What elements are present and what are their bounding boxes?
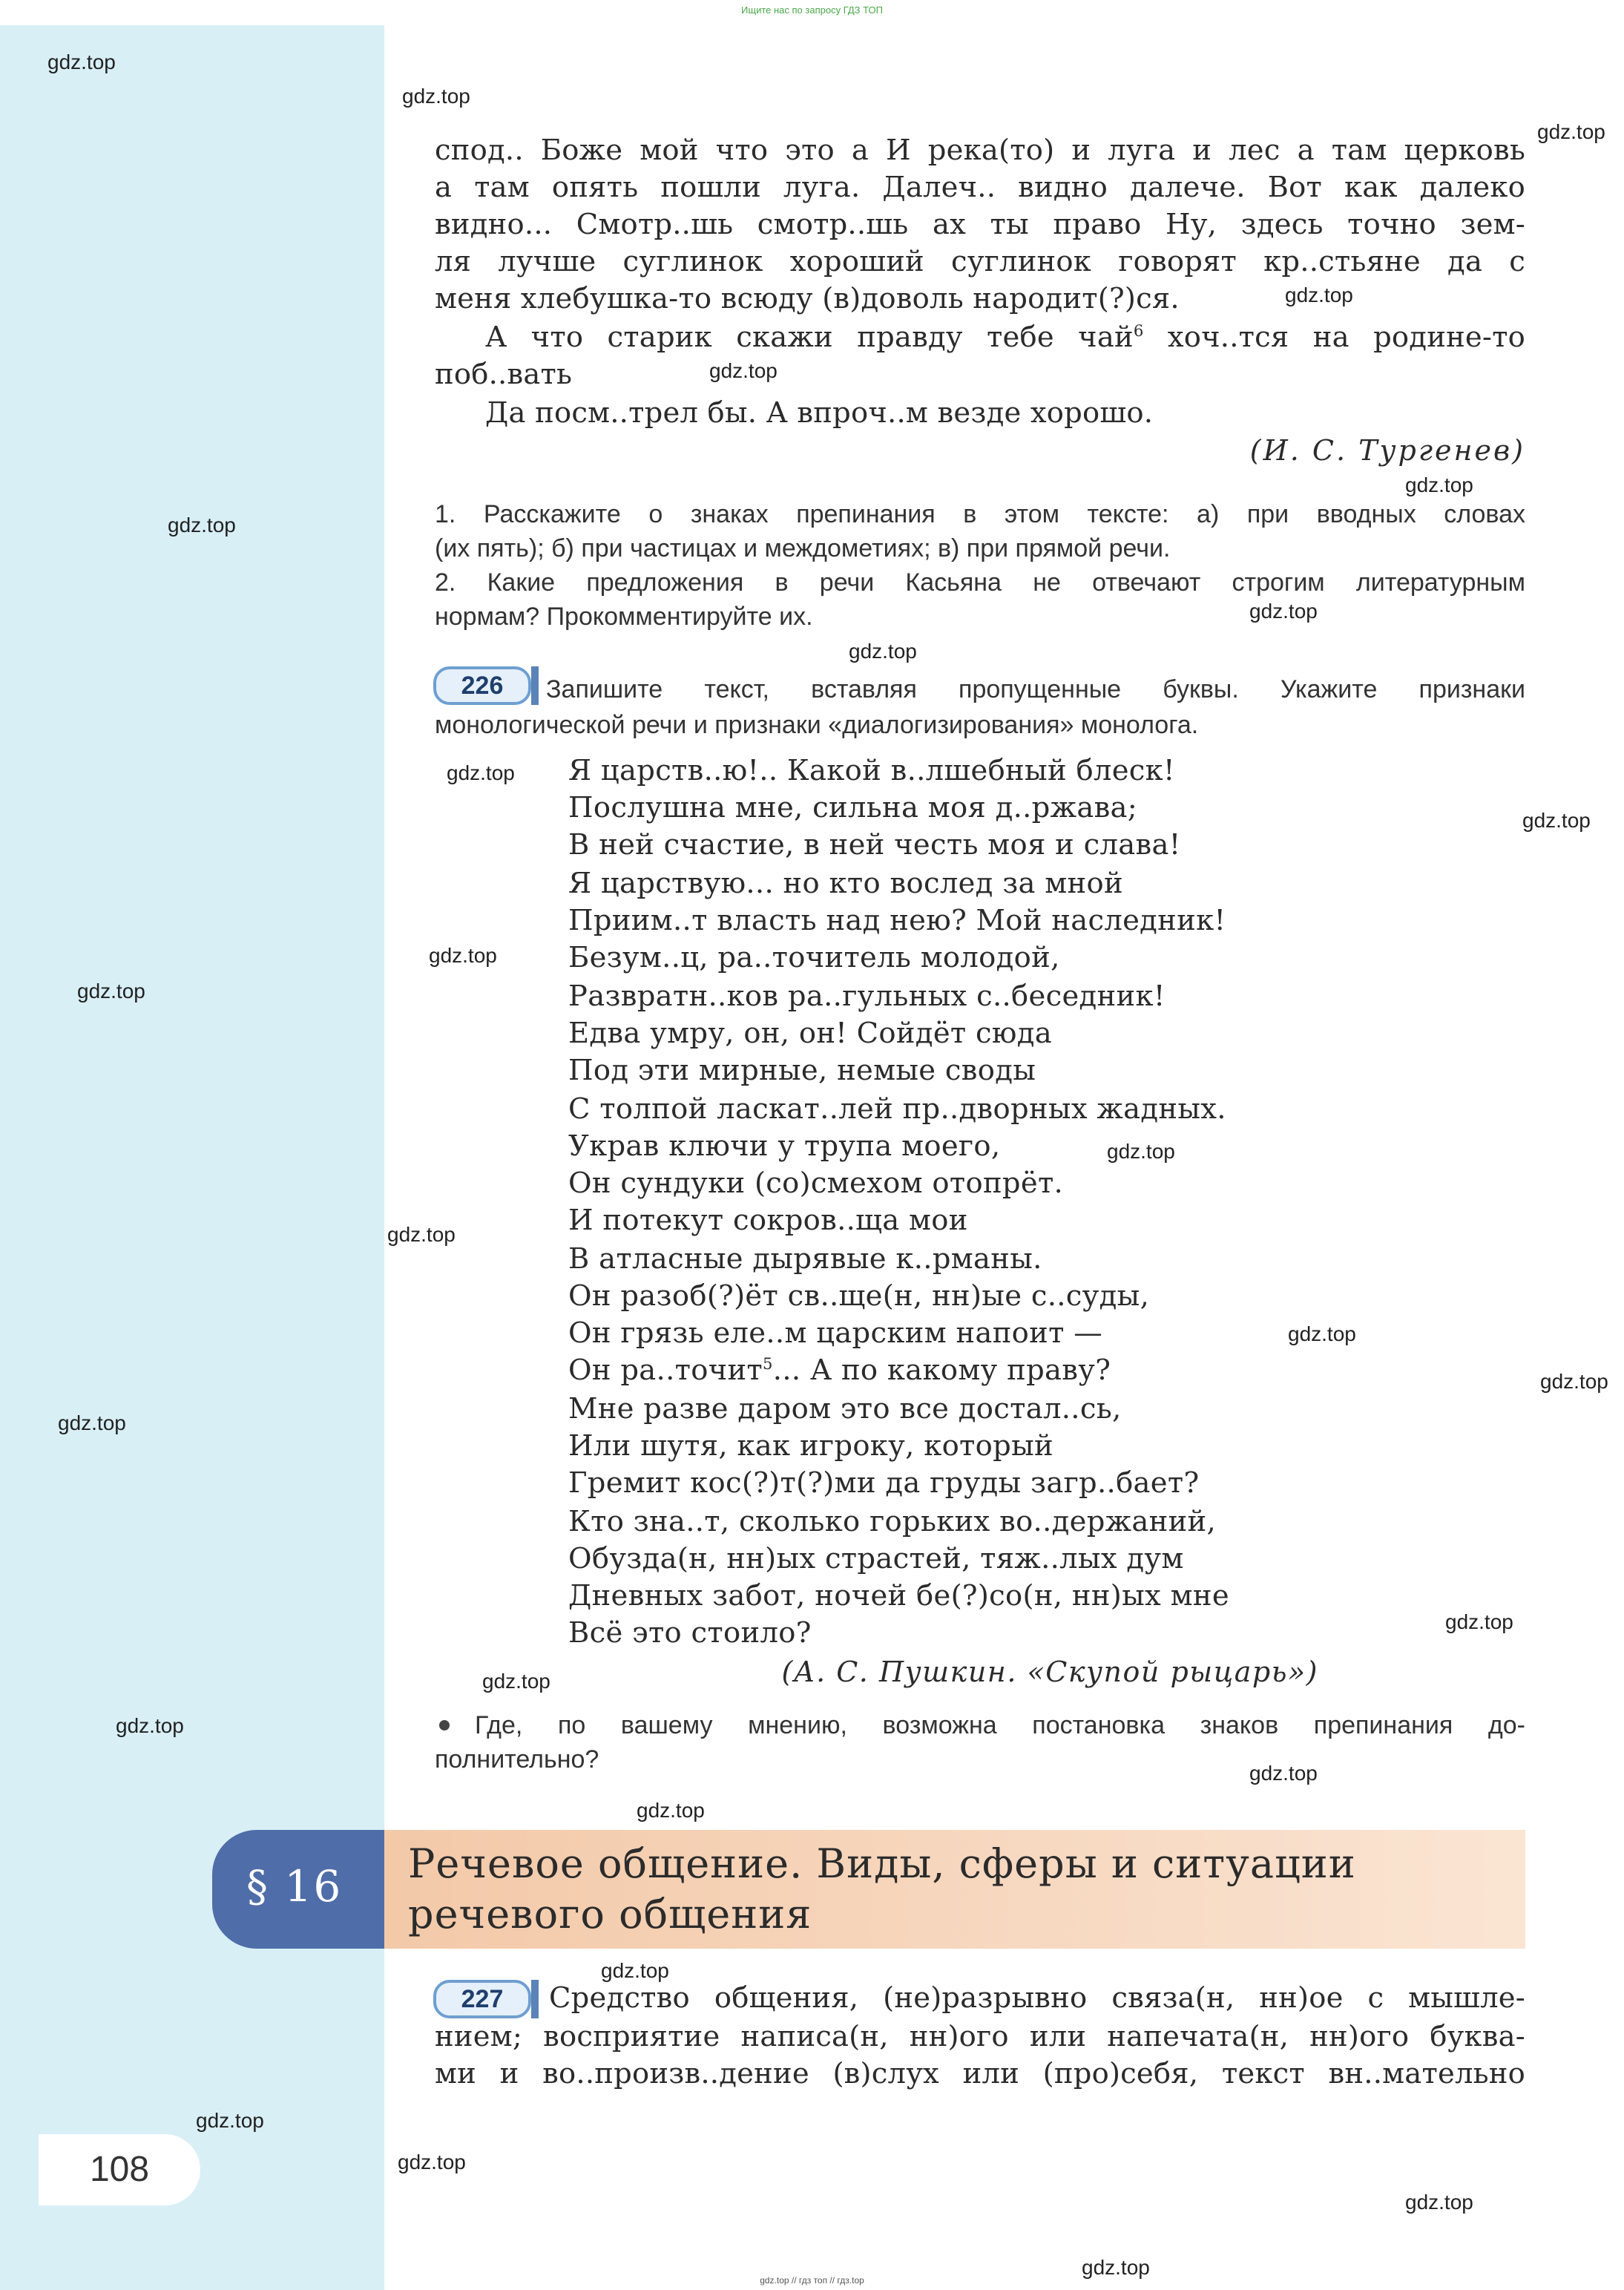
watermark: gdz.top [77,980,145,1003]
question-line: 1. Расскажите о знаках препинания в этом тексте: а) при вводных словах [435,500,1525,528]
question-line: нормам? Прокомментируйте их. [435,603,813,631]
exercise-task: Запишите текст, вставляя пропущенные буквы. Укажите признаки [546,675,1525,703]
poem-line: Кто зна..т, сколько горьких во..держаний, [568,1505,1217,1538]
text-line: поб..вать [435,358,573,391]
watermark: gdz.top [1107,1140,1175,1163]
poem-line: Дневных забот, ночей бе(?)со(н, нн)ых мне [568,1579,1229,1612]
poem-line: Едва умру, он, он! Сойдёт сюда [568,1017,1052,1050]
watermark: gdz.top [1405,473,1473,496]
poem-line: Послушна мне, сильна моя д..ржава; [568,791,1138,824]
exercise-number-badge: 227 [433,1980,531,2018]
watermark: gdz.top [1249,1762,1318,1785]
poem-line: Он грязь еле..м царским напоит — [568,1316,1103,1350]
poem-line: В атласные дырявые к..рманы. [568,1242,1042,1276]
watermark: gdz.top [429,944,497,967]
poem-line: Гремит кос(?)т(?)ми да груды загр..бает? [568,1466,1200,1500]
poem-line: Украв ключи у трупа моего, [568,1129,1001,1163]
watermark: gdz.top [1405,2191,1473,2214]
bullet-question: полнительно? [435,1745,599,1774]
watermark: gdz.top [402,85,470,108]
bullet-icon [439,1720,450,1730]
watermark: gdz.top [58,1411,126,1434]
watermark: gdz.top [709,359,778,382]
watermark: gdz.top [398,2150,466,2173]
watermark: gdz.top [387,1223,456,1246]
text-line: ля лучше суглинок хороший суглинок говорят кр..стьяне да с [435,245,1525,278]
exercise-number-badge: 226 [433,666,531,705]
footer-note: gdz.top // гдз топ // гдз.top [760,2275,864,2286]
poem-line: В ней счастие, в ней честь моя и слава! [568,828,1181,862]
section-number-tab [212,1830,384,1949]
footnote-marker: 6 [1133,321,1144,341]
exercise-text: нием; восприятие написа(н, нн)ого или напечата(н, нн)ого буква- [435,2020,1525,2053]
poem-line: Я царств..ю!.. Какой в..лшебный блеск! [568,754,1175,787]
poem-line: Я царствую... но кто вослед за мной [568,867,1123,900]
bullet-question: Где, по вашему мнению, возможна постановка знаков препинания до- [475,1711,1525,1739]
poem-line: Развратн..ков ра..гульных с..беседник! [568,980,1166,1013]
poem-line: Он сундуки (со)смехом отопрёт. [568,1167,1064,1200]
watermark: gdz.top [1288,1322,1356,1345]
watermark: gdz.top [1445,1610,1513,1633]
header-note: Ищите нас по запросу ГДЗ ТОП [741,4,883,16]
watermark: gdz.top [601,1959,669,1982]
watermark: gdz.top [1540,1370,1608,1393]
page-number: 108 [39,2134,200,2205]
section-title: Речевое общение. Виды, сферы и ситуации [408,1840,1356,1887]
section-number: § 16 [246,1861,343,1912]
question-line: 2. Какие предложения в речи Касьяна не отвечают строгим литературным [435,568,1525,597]
watermark: gdz.top [1537,120,1605,143]
text-line: спод.. Боже мой что это а И река(то) и луга и лес а там церковь [435,134,1525,167]
exercise-text: Средство общения, (не)разрывно связа(н, нн)ое с мышле- [549,1981,1525,2015]
text-line: Да посм..трел бы. А впроч..м везде хорошо. [485,396,1154,430]
exercise-task: монологической речи и признаки «диалогизирования» монолога. [435,711,1199,739]
poem-line: Под эти мирные, немые своды [568,1054,1036,1087]
text-line: а там опять пошли луга. Далеч.. видно далече. Вот как далеко [435,171,1525,204]
text-line: видно... Смотр..шь смотр..шь ах ты право Ну, здесь точно зем- [435,208,1525,241]
question-line: (их пять); б) при частицах и междометиях; в) при прямой речи. [435,534,1171,562]
poem-line: Приим..т власть над нею? Мой наследник! [568,904,1226,937]
section-title: речевого общения [408,1891,812,1938]
watermark: gdz.top [849,640,917,663]
watermark: gdz.top [1249,600,1318,623]
watermark: gdz.top [1082,2256,1150,2279]
poem-line: Обузда(н, нн)ых страстей, тяж..лых дум [568,1542,1184,1575]
watermark: gdz.top [1522,809,1591,832]
watermark: gdz.top [637,1799,705,1822]
watermark: gdz.top [482,1670,550,1693]
poem-line: Мне разве даром это все достал..сь, [568,1392,1122,1425]
text-line: меня хлебушка-то всюду (в)доволь народит(?)ся. [435,282,1180,315]
poem-line: Он разоб(?)ёт св..ще(н, нн)ые с..суды, [568,1279,1150,1313]
poem-line: Он ра..точит$^5$... А по какому праву? [568,1354,1111,1387]
footnote-marker: 5 [763,1354,773,1374]
page-margin-sidebar [0,25,384,2290]
poem-line: И потекут сокров..ща мои [568,1204,968,1237]
text-line: А что старик скажи правду тебе чай$^6$ хоч..тся на родине-то [485,321,1525,354]
watermark: gdz.top [196,2109,264,2132]
poem-line: Всё это стоило? [568,1616,812,1650]
exercise-text: ми и во..произв..дение (в)слух или (про)себя, текст вн..мательно [435,2057,1525,2090]
author-attribution: (И. С. Тургенев) [1249,434,1525,467]
poem-line: С толпой ласкат..лей пр..дворных жадных. [568,1092,1226,1126]
poem-line: Или шутя, как игроку, который [568,1429,1053,1463]
watermark: gdz.top [168,514,236,537]
watermark: gdz.top [47,50,116,73]
watermark: gdz.top [447,761,515,784]
author-attribution: (А. С. Пушкин. «Скупой рыцарь») [781,1656,1318,1688]
watermark: gdz.top [116,1714,184,1737]
poem-line: Безум..ц, ра..точитель молодой, [568,941,1060,974]
watermark: gdz.top [1285,283,1353,306]
